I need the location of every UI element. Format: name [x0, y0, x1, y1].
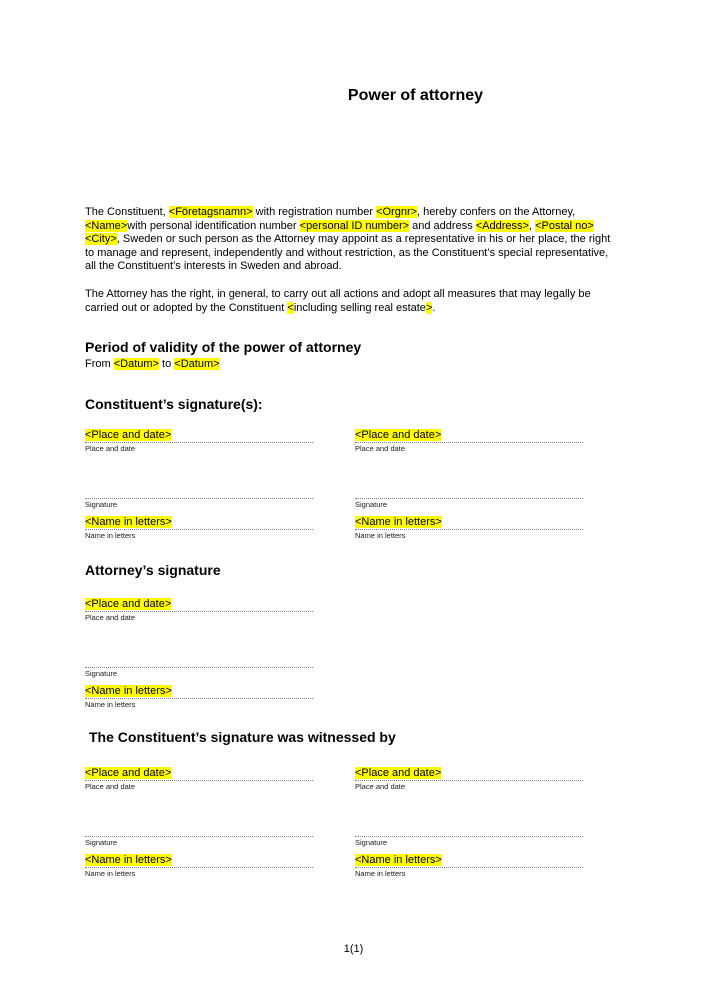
text-segment: .	[432, 301, 436, 314]
constituent-signature-heading: Constituent’s signature(s):	[85, 396, 263, 412]
attorney-signature-row	[85, 597, 313, 709]
placeholder-field[interactable]: <Address>	[475, 219, 529, 232]
text-segment: The Attorney has the right, in general, to carry out all actions and adopt all measures that may legally be carried out or adopted by the Constituent	[85, 288, 591, 314]
place-and-date-line	[355, 766, 583, 781]
place-and-date-placeholder[interactable]: <Place and date>	[85, 429, 172, 441]
text-segment: and address	[409, 219, 476, 232]
place-and-date-line	[85, 597, 313, 612]
placeholder-field[interactable]: <Orgnr>	[376, 206, 418, 218]
witness-signature-row	[85, 766, 583, 878]
signature-column-right	[355, 428, 583, 540]
placeholder-field[interactable]: <personal ID number>	[299, 219, 410, 232]
name-in-letters-caption: Name in letters	[85, 869, 136, 878]
place-and-date-placeholder[interactable]: <Place and date>	[355, 429, 442, 441]
name-in-letters-placeholder[interactable]: <Name in letters>	[85, 516, 172, 528]
place-and-date-caption: Place and date	[85, 782, 136, 791]
page-number: 1(1)	[343, 943, 364, 955]
text-segment: ,	[528, 219, 536, 232]
placeholder-field[interactable]: <Företagsnamn>	[168, 206, 253, 218]
signature-line	[355, 824, 583, 837]
name-in-letters-caption: Name in letters	[85, 531, 136, 540]
signature-column-left	[85, 428, 313, 540]
place-and-date-line	[85, 428, 313, 443]
name-in-letters-caption: Name in letters	[355, 531, 406, 540]
text-segment: with registration number	[252, 206, 377, 218]
page-title: Power of attorney	[347, 87, 484, 104]
placeholder-field[interactable]: <Datum>	[113, 358, 159, 370]
name-in-letters-line	[85, 684, 313, 699]
placeholder-field[interactable]: >	[425, 301, 433, 314]
placeholder-field[interactable]: <Postal no>	[535, 219, 594, 232]
text-segment: to	[158, 358, 175, 370]
place-and-date-placeholder[interactable]: <Place and date>	[85, 767, 172, 779]
placeholder-field[interactable]: <Name>	[85, 219, 128, 232]
signature-line	[85, 824, 313, 837]
placeholder-field[interactable]: <City>	[85, 233, 117, 245]
name-in-letters-caption: Name in letters	[85, 700, 136, 709]
name-in-letters-placeholder[interactable]: <Name in letters>	[355, 854, 442, 866]
attorney-rights-paragraph	[85, 288, 622, 315]
signature-caption: Signature	[355, 500, 388, 509]
place-and-date-line	[85, 766, 313, 781]
attorney-signature-heading: Attorney’s signature	[85, 562, 221, 578]
validity-period-line	[85, 358, 220, 372]
place-and-date-caption: Place and date	[85, 444, 136, 453]
place-and-date-placeholder[interactable]: <Place and date>	[85, 598, 172, 610]
signature-line	[85, 655, 313, 668]
place-and-date-caption: Place and date	[355, 782, 406, 791]
place-and-date-line	[355, 428, 583, 443]
placeholder-field[interactable]: <	[287, 301, 294, 314]
name-in-letters-line	[85, 853, 313, 868]
signature-caption: Signature	[355, 838, 388, 847]
signature-line	[355, 486, 583, 499]
text-segment: including selling real estate	[293, 301, 426, 314]
intro-paragraph	[85, 206, 622, 274]
signature-column-left	[85, 597, 313, 709]
signature-caption: Signature	[85, 838, 118, 847]
signature-column-right	[355, 766, 583, 878]
name-in-letters-line	[355, 515, 583, 530]
signature-caption: Signature	[85, 669, 118, 678]
text-segment: From	[85, 358, 114, 370]
place-and-date-caption: Place and date	[85, 613, 136, 622]
signature-line	[85, 486, 313, 499]
name-in-letters-placeholder[interactable]: <Name in letters>	[85, 685, 172, 697]
place-and-date-caption: Place and date	[355, 444, 406, 453]
text-segment: , hereby confers on the Attorney,	[417, 206, 576, 218]
text-segment: with personal identification number	[127, 219, 300, 232]
name-in-letters-caption: Name in letters	[355, 869, 406, 878]
text-segment: , Sweden or such person as the Attorney may appoint as a representative in his or her place, the right to manage and represent, independently and without restriction, as the Constituent’s special representative, all the Constituent’s interests in Sweden and abroad.	[85, 233, 611, 272]
placeholder-field[interactable]: <Datum>	[174, 358, 220, 370]
period-of-validity-heading: Period of validity of the power of attorney	[85, 339, 362, 355]
witnessed-by-heading: The Constituent’s signature was witnessed by	[89, 729, 396, 745]
name-in-letters-placeholder[interactable]: <Name in letters>	[355, 516, 442, 528]
name-in-letters-line	[355, 853, 583, 868]
constituent-signature-row	[85, 428, 583, 540]
name-in-letters-line	[85, 515, 313, 530]
signature-column-left	[85, 766, 313, 878]
place-and-date-placeholder[interactable]: <Place and date>	[355, 767, 442, 779]
signature-caption: Signature	[85, 500, 118, 509]
name-in-letters-placeholder[interactable]: <Name in letters>	[85, 854, 172, 866]
text-segment: The Constituent,	[85, 206, 169, 218]
